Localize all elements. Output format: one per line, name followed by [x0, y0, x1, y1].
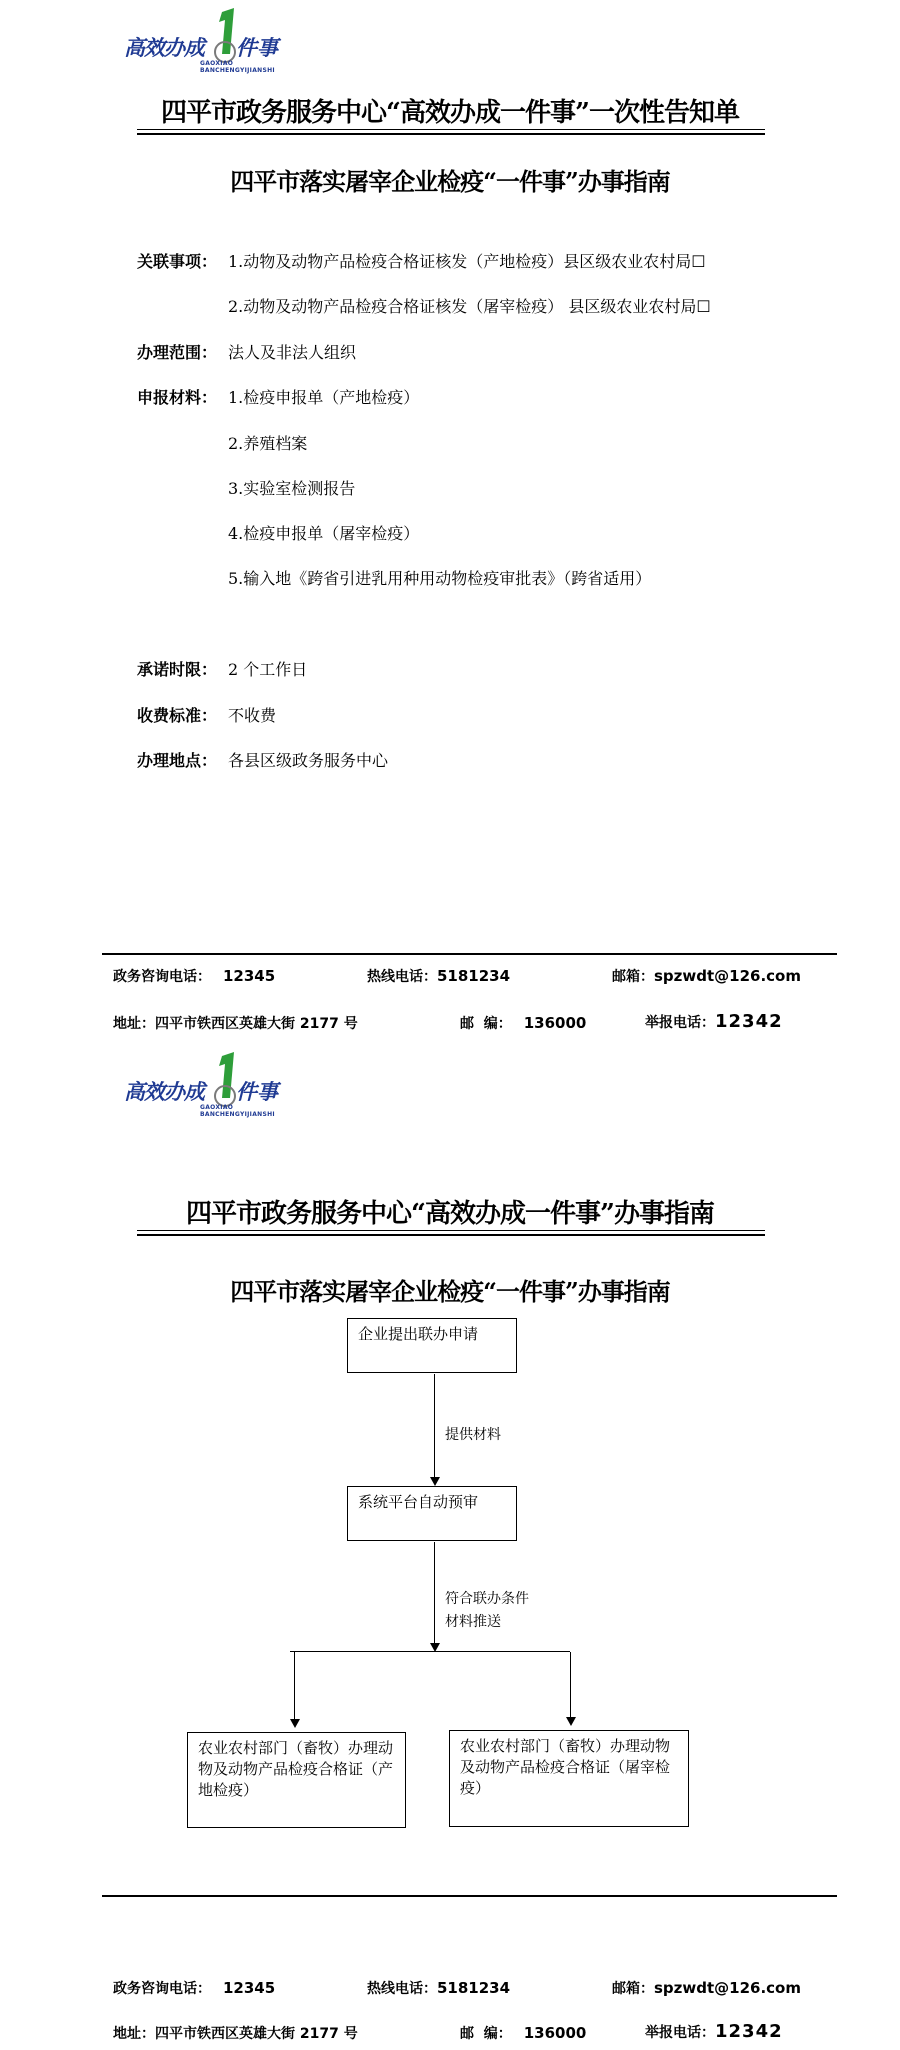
- logo-page2: 高效办成 件事 GAOXIAO BANCHENGYIJIANSHI: [124, 1052, 304, 1122]
- footer2-postcode: 邮 编： 136000: [460, 2024, 587, 2042]
- page2-title-rule-thick: [137, 1234, 765, 1236]
- fee-value: 不收费: [228, 706, 277, 725]
- title-rule-thin: [137, 129, 765, 130]
- material-item-3: 3.实验室检测报告: [228, 479, 356, 498]
- footer2-rule: [102, 1895, 837, 1897]
- flow-arrow-1-label: 提供材料: [445, 1427, 501, 1443]
- footer2-consult-phone: 政务咨询电话： 12345: [113, 1979, 276, 1997]
- material-item-1: 1.检疫申报单（产地检疫）: [228, 388, 420, 407]
- flow-branch-line: [290, 1651, 570, 1652]
- flow-arrow-1-line: [434, 1374, 435, 1477]
- flow-branch-left-head: [290, 1719, 300, 1728]
- flow-branch-right-line: [570, 1652, 571, 1718]
- place-label: 办理地点：: [137, 751, 218, 770]
- related-label: 关联事项：: [137, 252, 218, 271]
- report-phone: 举报电话：12342: [645, 1011, 783, 1032]
- materials-label: 申报材料：: [137, 388, 218, 407]
- flow-branch-right-head: [566, 1717, 576, 1726]
- logo-text-left: 高效办成: [124, 36, 204, 60]
- flow-branch-left-box: 农业农村部门（畜牧）办理动物及动物产品检疫合格证（产地检疫）: [187, 1732, 406, 1828]
- logo: [124, 8, 304, 78]
- logo-one-icon: [214, 8, 236, 66]
- logo-pinyin: GAOXIAO BANCHENGYIJIANSHI: [200, 60, 275, 74]
- flow-arrow-2-line: [434, 1542, 435, 1646]
- flow-branch-right-box: 农业农村部门（畜牧）办理动物及动物产品检疫合格证（屠宰检疫）: [449, 1730, 689, 1827]
- flow-step-precheck: 系统平台自动预审: [347, 1486, 517, 1541]
- footer2-hotline-phone: 热线电话：5181234: [367, 1979, 511, 1997]
- material-item-4: 4.检疫申报单（屠宰检疫）: [228, 524, 420, 543]
- material-item-2: 2.养殖档案: [228, 434, 308, 453]
- footer2-address: 地址：四平市铁西区英雄大街 2177 号: [113, 2026, 358, 2042]
- fee-label: 收费标准：: [137, 706, 218, 725]
- logo-one-icon: [214, 1052, 236, 1110]
- material-item-5: 5.输入地《跨省引进乳用种用动物检疫审批表》（跨省适用）: [228, 569, 652, 588]
- address: 地址：四平市铁西区英雄大街 2177 号: [113, 1016, 358, 1032]
- page2-title: 四平市政务服务中心“高效办成一件事”办事指南: [186, 1199, 714, 1229]
- flow-step-apply: 企业提出联办申请: [347, 1318, 517, 1373]
- place-value: 各县区级政务服务中心: [228, 751, 389, 770]
- time-label: 承诺时限：: [137, 660, 218, 679]
- scope-value: 法人及非法人组织: [228, 343, 357, 362]
- page2-title-rule-thin: [137, 1230, 765, 1231]
- page-title: 四平市政务服务中心“高效办成一件事”一次性告知单: [161, 98, 739, 128]
- flow-branch-left-line: [294, 1652, 295, 1720]
- hotline-phone: 热线电话：5181234: [367, 967, 511, 985]
- time-value: 2 个工作日: [228, 660, 308, 679]
- footer-rule: [102, 953, 837, 955]
- logo-text-right: 件事: [236, 36, 278, 60]
- footer2-email: 邮箱：spzwdt@126.com: [612, 1979, 801, 1997]
- scope-label: 办理范围：: [137, 343, 218, 362]
- flow-arrow-2-label: 符合联办条件 材料推送: [445, 1591, 529, 1630]
- email: 邮箱：spzwdt@126.com: [612, 967, 801, 985]
- related-item-2: 2.动物及动物产品检疫合格证核发（屠宰检疫） 县区级农业农村局☐: [228, 297, 711, 316]
- consult-phone: 政务咨询电话： 12345: [113, 967, 276, 985]
- page-subtitle: 四平市落实屠宰企业检疫“一件事”办事指南: [230, 167, 670, 196]
- postcode: 邮 编： 136000: [460, 1014, 587, 1032]
- page2-subtitle: 四平市落实屠宰企业检疫“一件事”办事指南: [230, 1277, 670, 1306]
- footer2-report-phone: 举报电话：12342: [645, 2021, 783, 2042]
- title-rule-thick: [137, 133, 765, 135]
- related-item-1: 1.动物及动物产品检疫合格证核发（产地检疫）县区级农业农村局☐: [228, 252, 706, 271]
- flow-arrow-1-head: [430, 1477, 440, 1486]
